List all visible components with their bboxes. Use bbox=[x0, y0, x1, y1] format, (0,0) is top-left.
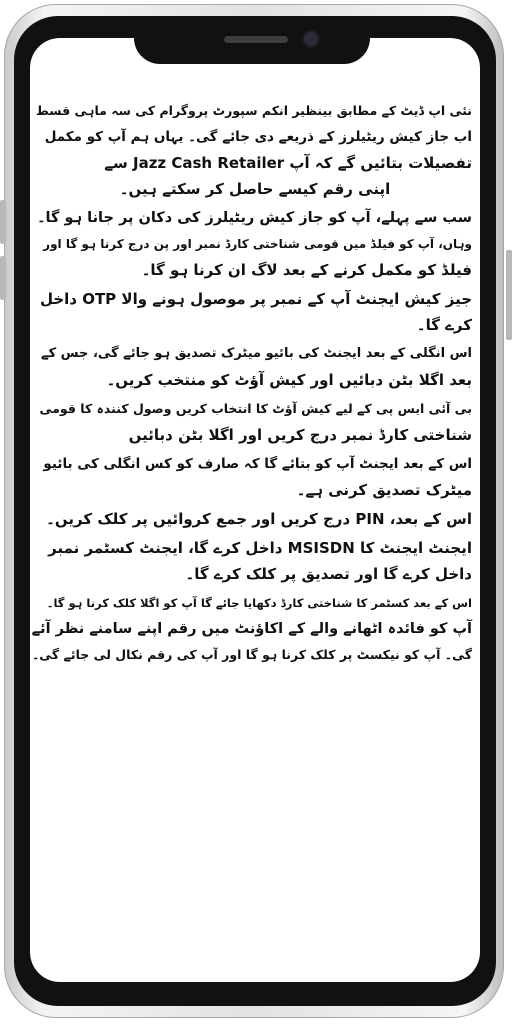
article-line: گی۔ آپ کو نیکسٹ پر کلک کرنا ہو گا اور آپ کی رقم نکال لی جائے گی۔ bbox=[31, 647, 472, 662]
article-line: اب جاز کیش ریٹیلرز کے ذریعے دی جائے گی۔ یہاں ہم آپ کو مکمل bbox=[44, 129, 472, 145]
article-line: اس انگلی کے بعد ایجنٹ کی بائیو میٹرک تصدیق ہو جائے گی، جس کے bbox=[40, 346, 472, 361]
speaker-grille bbox=[224, 36, 288, 43]
article-line: سب سے پہلے، آپ کو جاز کیش ریٹیلرز کی دکان پر جانا ہو گا۔ bbox=[37, 210, 472, 226]
article-line: جیز کیش ایجنٹ آپ کے نمبر پر موصول ہونے والا OTP داخل bbox=[39, 290, 472, 308]
power-button bbox=[506, 250, 512, 340]
article-line: بی آئی ایس پی کے لیے کیش آؤٹ کا انتخاب کریں وصول کنندہ کا قومی bbox=[39, 401, 472, 416]
phone-screen bbox=[30, 38, 480, 982]
article-body bbox=[30, 98, 480, 668]
volume-up-button bbox=[0, 200, 6, 244]
article-line: اپنی رقم کیسے حاصل کر سکتے ہیں۔ bbox=[119, 180, 391, 198]
article-line: آپ کو فائدہ اٹھانے والے کے اکاؤنٹ میں رقم اپنے سامنے نظر آئے bbox=[31, 621, 472, 637]
article-line: میٹرک تصدیق کرنی ہے۔ bbox=[296, 481, 472, 499]
article-line: شناختی کارڈ نمبر درج کریں اور اگلا بٹن دبائیں bbox=[128, 426, 472, 444]
article-line: تفصیلات بتائیں گے کہ آپ Jazz Cash Retailer سے bbox=[104, 154, 472, 172]
article-line: نئی اپ ڈیٹ کے مطابق بینظیر انکم سپورٹ پروگرام کی سہ ماہی قسط bbox=[35, 103, 472, 118]
article-line: بعد اگلا بٹن دبائیں اور کیش آؤٹ کو منتخب کریں۔ bbox=[106, 371, 472, 389]
front-camera-icon bbox=[304, 32, 318, 46]
article-line: اس کے بعد کسٹمر کا شناختی کارڈ دکھایا جائے گا آپ کو اگلا کلک کرنا ہو گا۔ bbox=[46, 596, 472, 610]
article-line: کرے گا۔ bbox=[416, 316, 472, 334]
article-line: فیلڈ کو مکمل کرنے کے بعد لاگ ان کرنا ہو گا۔ bbox=[141, 261, 472, 279]
article-line: داخل کرے گا اور تصدیق پر کلک کرے گا۔ bbox=[185, 565, 472, 583]
article-line: اس کے بعد ایجنٹ آپ کو بتائے گا کہ صارف کو کس انگلی کی بائیو bbox=[43, 456, 472, 472]
article-line: ایجنٹ ایجنٹ کا MSISDN داخل کرے گا، ایجنٹ کسٹمر نمبر bbox=[48, 539, 472, 557]
article-line: وہاں، آپ کو فیلڈ میں قومی شناختی کارڈ نمبر اور پن درج کرنا ہو گا اور bbox=[43, 237, 472, 251]
volume-down-button bbox=[0, 256, 6, 300]
article-line: اس کے بعد، PIN درج کریں اور جمع کروائیں پر کلک کریں۔ bbox=[46, 510, 472, 528]
